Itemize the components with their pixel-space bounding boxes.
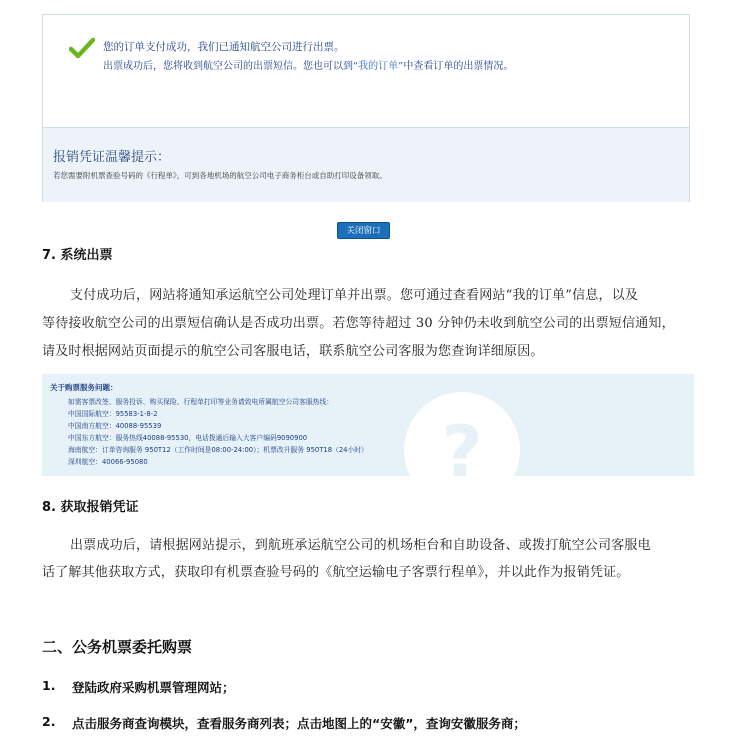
checkmark-icon [69, 37, 95, 59]
service-info-panel [42, 374, 694, 490]
section-2-heading: 二、公务机票委托购票 [42, 638, 193, 656]
list-item-number: 2. [42, 714, 56, 729]
svg-text:?: ? [441, 411, 483, 490]
section-7-heading: 7. 系统出票 [42, 248, 113, 263]
ticket-info-suffix: 中查看订单的出票情况。 [403, 61, 514, 72]
service-title: 关于购票服务问题： [50, 383, 118, 392]
list-item-number: 1. [42, 678, 56, 693]
payment-success-panel [42, 14, 690, 202]
section-7-paragraph-line-3: 请及时根据网站页面提示的航空公司客服电话，联系航空公司客服为您查询详细原因。 [42, 344, 544, 359]
success-message: 您的订单支付成功，我们已通知航空公司进行出票。 [103, 41, 345, 53]
list-item-login: 登陆政府采购机票管理网站； [72, 680, 235, 695]
ticket-info-prefix: 出票成功后，您将收到航空公司的出票短信。您也可以到 [103, 61, 353, 72]
question-mark-icon [402, 380, 522, 490]
service-line-china-eastern: 中国东方航空：服务热线40088-95530，电话拨通后输入大客户编码9090900 [68, 434, 308, 442]
section-8-paragraph-line-1: 出票成功后，请根据网站提示，到航班承运航空公司的机场柜台和自助设备、或拨打航空公司客服电 [70, 538, 651, 553]
section-8-heading: 8. 获取报销凭证 [42, 500, 139, 515]
list-item-service-query: 点击服务商查询模块，查看服务商列表；点击地图上的“安徽”，查询安徽服务商； [72, 716, 526, 731]
service-line-china-southern: 中国南方航空：40088-95539 [68, 422, 162, 430]
close-window-button[interactable]: 关闭窗口 [337, 222, 390, 239]
service-line-air-china: 中国国际航空：95583-1-8-2 [68, 410, 158, 418]
reimbursement-tips-box [43, 127, 689, 202]
tips-text: 若您需要附机票查验号码的《行程单》，可到各地机场的航空公司电子商务柜台或自助打印设备领取。 [53, 171, 387, 180]
section-7-paragraph-line-1: 支付成功后，网站将通知承运航空公司处理订单并出票。您可通过查看网站“我的订单”信息，以及 [70, 288, 639, 303]
service-line: 如需客票改签、服务投诉、购买保险、行程单打印等业务请致电所属航空公司客服热线： [68, 398, 334, 406]
tips-title: 报销凭证温馨提示： [53, 150, 171, 165]
section-7-paragraph-line-2: 等待接收航空公司的出票短信确认是否成功出票。若您等待超过 30 分钟仍未收到航空公司的出票短信通知， [42, 316, 675, 331]
my-orders-link[interactable]: “我的订单” [353, 61, 404, 72]
ticket-info-message [103, 57, 513, 72]
section-8-paragraph-line-2: 话了解其他获取方式，获取印有机票查验号码的《航空运输电子客票行程单》，并以此作为报销凭证。 [42, 565, 630, 580]
service-line-hainan: 海南航空：订单咨询服务 950T12（工作时间是08:00-24:00）；机票改升服务 950T18（24小时） [68, 446, 368, 454]
service-line-shenzhen: 深圳航空：40066-95080 [68, 458, 148, 466]
